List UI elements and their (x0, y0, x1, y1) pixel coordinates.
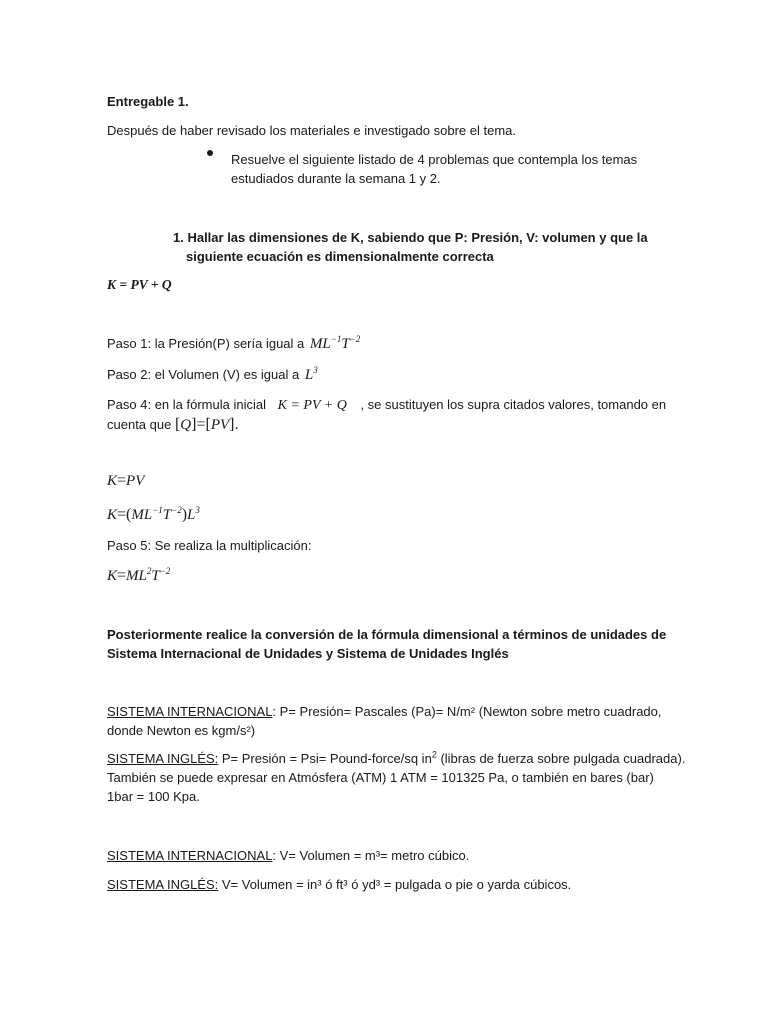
english-volume-line (107, 877, 571, 892)
english-volume-text: V= Volumen = in³ ó ft³ ó yd³ = pulgada o pie o yarda cúbicos. (218, 877, 572, 892)
si-volume-text: : V= Volumen = m³= metro cúbico. (272, 848, 470, 863)
english-pressure-line-2: También se puede expresar en Atmósfera (ATM) 1 ATM = 101325 Pa, o también en bares (bar) (107, 770, 654, 785)
english-pressure-line-3: 1bar = 100 Kpa. (107, 789, 200, 804)
document-heading: Entregable 1. (107, 94, 189, 109)
english-pressure-label: SISTEMA INGLÉS: (107, 751, 219, 766)
step-4-text-c: cuenta que (107, 417, 172, 432)
step-5-text: Paso 5: Se realiza la multiplicación: (107, 538, 312, 553)
si-pressure-line-2: donde Newton es kgm/s²) (107, 723, 256, 738)
step-1-line (107, 336, 360, 353)
intro-paragraph: Después de haber revisado los materiales e investigado sobre el tema. (107, 123, 517, 138)
si-pressure-line-1 (107, 704, 662, 719)
equation-substitution: $K=(ML^{-1}T^{-2})L^3$ (107, 505, 200, 523)
step-4-inline-equation: K = PV + Q (277, 398, 347, 413)
step-4-text-b: , se sustituyen los supra citados valores, tomando en (360, 397, 667, 412)
problem-statement-line-2: siguiente ecuación es dimensionalmente correcta (186, 249, 494, 264)
bullet-icon (207, 150, 213, 156)
english-pressure-line-1: SISTEMA INGLÉS: P= Presión = Psi= Pound-force/sq $in^2$ (libras de fuerza sobre pulgada cuadrada). (107, 749, 686, 766)
si-pressure-label: SISTEMA INTERNACIONAL (107, 704, 273, 719)
conversion-instruction-line-1: Posteriormente realice la conversión de la fórmula dimensional a términos de unidades de (107, 627, 667, 642)
step-4-line-1 (107, 397, 666, 414)
equation-result: $K=ML^2T^{-2}$ (107, 566, 171, 584)
step-2-text: Paso 2: el Volumen (V) es igual a (107, 367, 300, 382)
q-equals-pv-formula: [Q]=[PV]. (174, 416, 239, 433)
si-volume-label: SISTEMA INTERNACIONAL (107, 848, 273, 863)
main-equation: K = PV + Q (107, 277, 172, 292)
step-4-line-2 (107, 416, 238, 434)
step-4-text-a: Paso 4: en la fórmula inicial (107, 397, 266, 412)
equation-k-pv: K=PV (107, 472, 145, 489)
volume-dimension-formula: $L^3$ (304, 365, 318, 383)
conversion-instruction-line-2: Sistema Internacional de Unidades y Sistema de Unidades Inglés (107, 646, 509, 661)
step-1-text: Paso 1: la Presión(P) sería igual a (107, 336, 305, 351)
bullet-text-line-2: estudiados durante la semana 1 y 2. (231, 171, 441, 186)
english-volume-label: SISTEMA INGLÉS: (107, 877, 219, 892)
si-volume-line (107, 848, 469, 863)
pressure-dimension-formula: $ML^{-1}T^{-2}$ (309, 334, 361, 352)
step-2-line (107, 367, 318, 384)
si-pressure-text: : P= Presión= Pascales (Pa)= N/m² (Newton sobre metro cuadrado, (272, 704, 662, 719)
bullet-text-line-1: Resuelve el siguiente listado de 4 problemas que contempla los temas (231, 152, 638, 167)
problem-statement-line-1: 1. Hallar las dimensiones de K, sabiendo que P: Presión, V: volumen y que la (173, 230, 648, 245)
